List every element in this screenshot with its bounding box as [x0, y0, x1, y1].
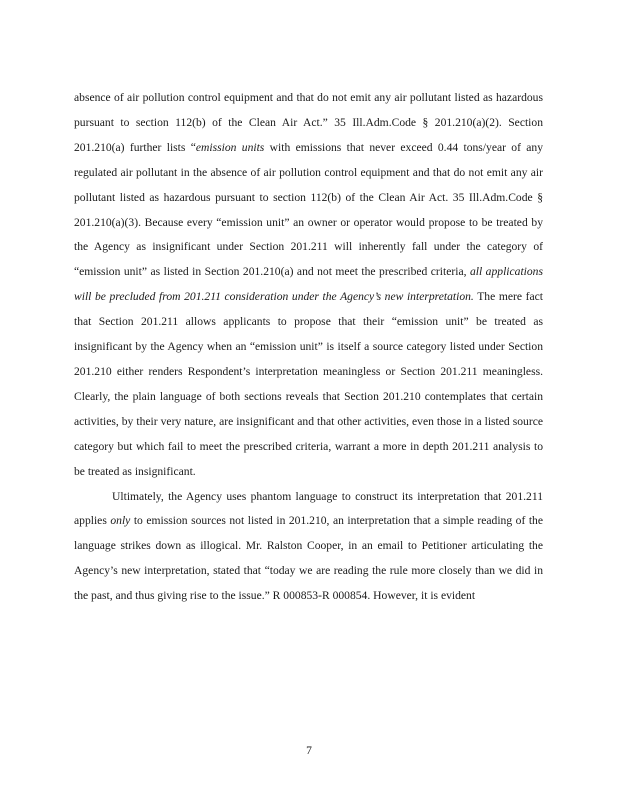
body-text: [74, 86, 543, 609]
paragraph-1-italic-1: emission units: [195, 140, 265, 154]
paragraph-1: [74, 86, 543, 485]
paragraph-2: [74, 485, 543, 610]
page-number: 7: [306, 744, 312, 757]
paragraph-1-text-2: with emissions that never exceed 0.44 tons/year of any regulated air pollutant in the absence of air pollution control equipment and that do not emit any air pollutant listed as hazardous pursuant to section 112(b) of the Clean Air Act. 35 Ill.Adm.Code § 201.210(a)(3). Because every “emission unit” an owner or operator would propose to be treated by the Agency as insignificant under Section 201.211 will inherently fall under the category of “emission unit” as listed in Section 201.210(a) and not meet the prescribed criteria,: [74, 140, 543, 279]
paragraph-1-text-1: absence of air pollution control equipment and that do not emit any air pollutant listed as hazardous pursuant to section 112(b) of the Clean Air Act.” 35 Ill.Adm.Code § 201.210(a)(2). Section 201.210(a) further lists “: [74, 91, 543, 154]
paragraph-1-italic-2: all applications will be precluded from 201.211 consideration under the Agency’s new interpretation.: [74, 265, 543, 304]
paragraph-1-text-3: The mere fact that Section 201.211 allows applicants to propose that their “emission unit” be treated as insignificant by the Agency when an “emission unit” is itself a source category listed under Section 201.210 either renders Respondent’s interpretation meaningless or Section 201.211 meaningless. Clearly, the plain language of both sections reveals that Section 201.210 contemplates that certain activities, by their very nature, are insignificant and that other activities, even those in a listed source category but which fail to meet the prescribed criteria, warrant a more in depth 201.211 analysis to be treated as insignificant.: [74, 290, 543, 478]
paragraph-2-text-1: Ultimately, the Agency uses phantom language to construct its interpretation that 201.211 applies: [74, 489, 543, 528]
paragraph-2-italic-1: only: [110, 514, 131, 528]
paragraph-2-text-2: to emission sources not listed in 201.210, an interpretation that a simple reading of the language strikes down as illogical. Mr. Ralston Cooper, in an email to Petitioner articulating the Agency’s new interpretation, stated that “today we are reading the rule more closely than we did in the past, and thus giving rise to the issue.” R 000853-R 000854. However, it is evident: [74, 514, 543, 603]
